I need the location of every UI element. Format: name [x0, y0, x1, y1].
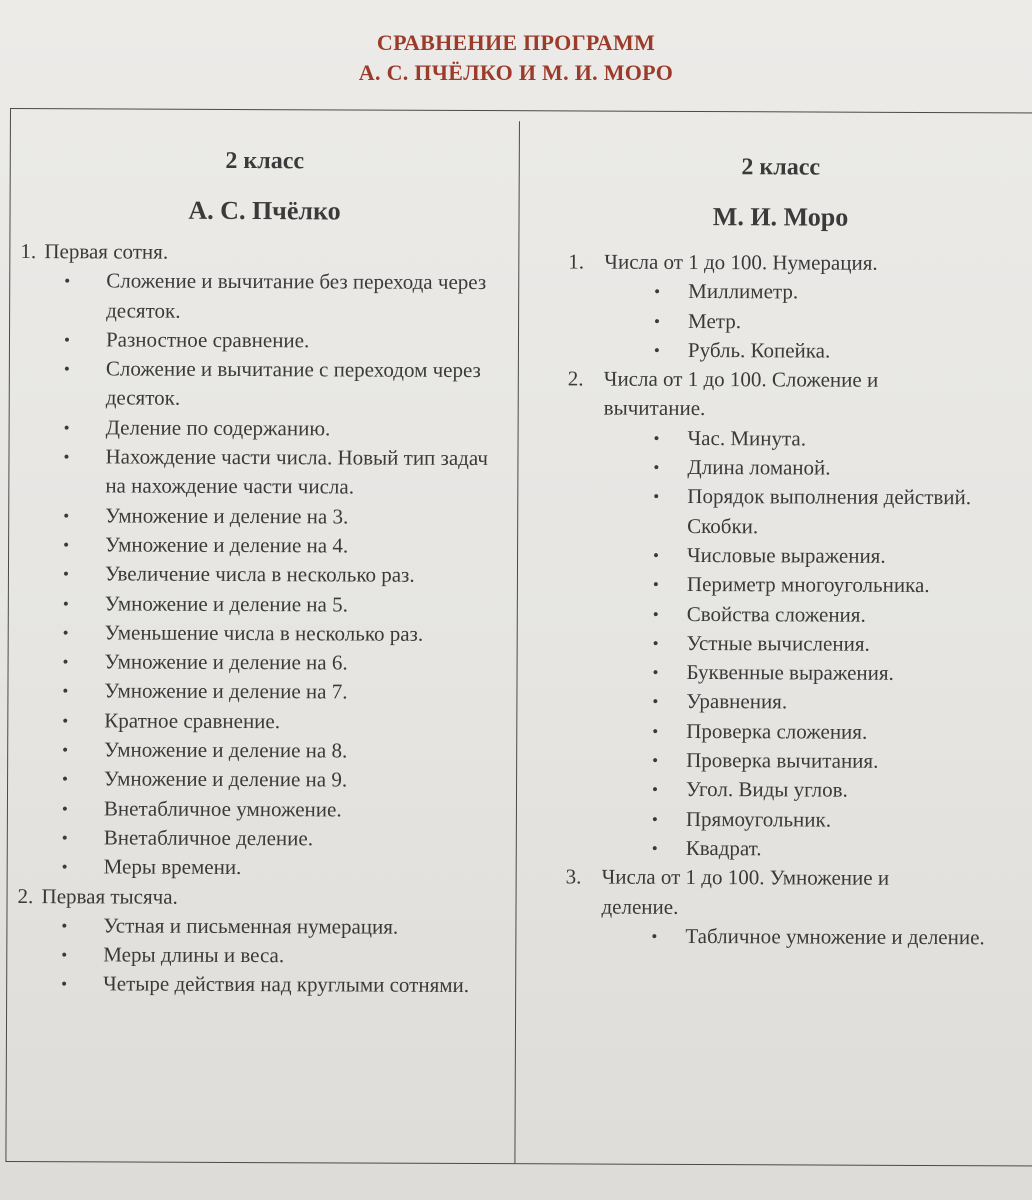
right-grade-heading: 2 класс [741, 154, 821, 181]
list-item [565, 921, 1017, 952]
list-item [20, 266, 492, 327]
section-number: 2. [17, 883, 34, 908]
bullet-icon: • [62, 623, 69, 643]
section-title: Числа от 1 до 100. Сложение и вычитание. [603, 366, 879, 421]
bullet-icon: • [62, 652, 69, 672]
list-item-text: Деление по содержанию. [105, 415, 331, 441]
list-item [18, 706, 490, 737]
section-title: Первая сотня. [44, 239, 169, 264]
list-item [568, 306, 1020, 337]
right-section-3 [565, 863, 1025, 953]
bullet-icon: • [651, 780, 659, 800]
list-item-text: Проверка сложения. [686, 718, 868, 744]
right-section-1 [568, 247, 1029, 366]
title-line-2: А. С. ПЧЁЛКО И М. И. МОРО [358, 60, 674, 85]
list-item-text: Внетабличное деление. [103, 825, 314, 851]
list-item-text: Устные вычисления. [686, 630, 870, 656]
section-heading [17, 882, 507, 913]
bullet-icon: • [63, 359, 70, 379]
left-topic-list [17, 237, 510, 1001]
bullet-icon: • [61, 857, 68, 877]
list-item [566, 716, 1018, 747]
bullet-icon: • [62, 740, 69, 760]
bullet-icon: • [654, 311, 661, 331]
list-item [567, 628, 1019, 659]
list-item [568, 423, 1020, 454]
list-item-text: Сложение и вычитание без перехода через десяток. [106, 268, 487, 323]
list-item [566, 745, 1018, 776]
right-author-heading: М. И. Моро [712, 202, 849, 232]
list-item [18, 823, 490, 854]
list-item-text: Миллиметр. [688, 279, 799, 304]
list-item [20, 413, 492, 444]
section-number: 1. [20, 239, 37, 264]
list-item-text: Буквенные выражения. [686, 660, 894, 686]
left-section-2 [17, 882, 508, 1001]
section-number: 1. [568, 249, 585, 274]
list-item [19, 530, 491, 561]
bullet-icon: • [653, 545, 660, 565]
bullet-icon: • [61, 974, 68, 994]
list-item-text: Умножение и деление на 8. [104, 737, 348, 763]
bullet-icon: • [653, 487, 660, 507]
list-item-text: Рубль. Копейка. [687, 337, 831, 363]
bullet-icon: • [652, 604, 659, 624]
list-item [20, 354, 492, 415]
list-item-text: Сложение и вычитание с переходом через десяток. [105, 356, 481, 411]
list-item [17, 911, 489, 942]
comparison-table [5, 108, 1032, 1167]
list-item [19, 647, 491, 678]
list-item-text: Умножение и деление на 7. [104, 678, 348, 704]
section-heading [565, 863, 1025, 924]
list-item [567, 482, 1019, 543]
list-item-text: Меры времени. [103, 854, 242, 880]
list-item-text: Числовые выражения. [687, 542, 886, 568]
list-item [566, 833, 1018, 864]
list-item [20, 325, 492, 356]
list-item [566, 804, 1018, 835]
section-heading [20, 237, 510, 268]
list-item [567, 453, 1019, 484]
left-column [11, 109, 519, 998]
bullet-icon: • [62, 681, 69, 701]
right-column [521, 111, 1032, 950]
bullet-icon: • [64, 271, 71, 291]
bullet-icon: • [61, 828, 68, 848]
bullet-icon: • [651, 809, 658, 829]
bullet-icon: • [62, 593, 69, 613]
bullet-icon: • [653, 457, 660, 477]
bullet-icon: • [61, 798, 68, 818]
list-item-text: Умножение и деление на 6. [104, 649, 348, 675]
left-section-1 [18, 237, 511, 884]
page-title [0, 28, 1032, 88]
title-line-1: СРАВНЕНИЕ ПРОГРАММ [376, 30, 656, 55]
left-author-heading: А. С. Пчёлко [188, 195, 341, 226]
list-item-text: Умножение и деление на 5. [104, 590, 348, 617]
list-item [567, 540, 1019, 571]
list-item-text: Умножение и деление на 9. [104, 766, 348, 792]
bullet-icon: • [62, 769, 69, 789]
list-item-text: Табличное умножение и деление. [685, 923, 985, 950]
list-item-text: Уменьшение числа в несколько раз. [104, 620, 424, 646]
section-title: Числа от 1 до 100. Нумерация. [604, 249, 878, 275]
list-item-text: Разностное сравнение. [105, 327, 310, 353]
list-item [566, 687, 1018, 718]
bullet-icon: • [652, 633, 659, 653]
right-topic-list [565, 247, 1028, 952]
list-item [18, 676, 490, 707]
list-item [567, 599, 1019, 630]
bullet-icon: • [63, 535, 70, 555]
list-item [17, 969, 489, 1000]
list-item-text: Кратное сравнение. [104, 708, 281, 733]
list-item-text: Прямоугольник. [685, 806, 832, 832]
list-item [566, 775, 1018, 806]
bullet-icon: • [653, 340, 660, 360]
list-item [568, 277, 1020, 308]
list-item [18, 794, 490, 825]
bullet-icon: • [62, 564, 69, 584]
section-heading [568, 365, 1028, 426]
list-item-text: Четыре действия над круглыми сотнями. [103, 971, 470, 998]
column-divider [514, 121, 520, 1163]
list-item-text: Квадрат. [685, 835, 762, 861]
list-item [19, 501, 491, 532]
list-item-text: Умножение и деление на 3. [105, 503, 349, 529]
bullet-icon: • [63, 330, 70, 350]
list-item [18, 852, 490, 883]
list-item-text: Нахождение части числа. Новый тип задач на нахождение части числа. [105, 444, 488, 499]
list-item-text: Увеличение числа в несколько раз. [104, 561, 415, 588]
bullet-icon: • [651, 926, 658, 946]
section-number: 3. [565, 864, 582, 889]
list-item-text: Порядок выполнения действий. Скобки. [687, 484, 972, 538]
list-item-text: Внетабличное умножение. [103, 796, 342, 822]
bullet-icon: • [652, 662, 659, 682]
list-item-text: Уравнения. [686, 689, 788, 714]
list-item [566, 658, 1018, 689]
section-title: Первая тысяча. [41, 883, 178, 909]
left-grade-heading: 2 класс [225, 147, 305, 175]
bullet-icon: • [63, 447, 70, 467]
list-item [19, 442, 491, 503]
bullet-icon: • [652, 575, 659, 595]
section-number: 2. [567, 366, 584, 391]
bullet-icon: • [63, 505, 70, 525]
list-item-text: Умножение и деление на 4. [105, 532, 349, 558]
bullet-icon: • [652, 721, 659, 741]
right-section-2 [566, 365, 1028, 865]
list-item [17, 940, 489, 971]
list-item-text: Свойства сложения. [686, 601, 866, 627]
list-item [18, 735, 490, 766]
bullet-icon: • [651, 838, 658, 858]
section-title: Числа от 1 до 100. Умножение и деление. [601, 864, 890, 919]
bullet-icon: • [653, 428, 660, 448]
list-item [567, 570, 1019, 601]
bullet-icon: • [63, 418, 70, 438]
list-item [19, 618, 491, 649]
list-item-text: Метр. [688, 308, 742, 333]
bullet-icon: • [62, 710, 69, 731]
section-heading [568, 247, 1028, 278]
list-item [18, 764, 490, 795]
bullet-icon: • [652, 692, 659, 712]
bullet-icon: • [61, 945, 68, 965]
list-item-text: Час. Минута. [687, 425, 807, 451]
bullet-icon: • [654, 282, 661, 302]
list-item-text: Устная и письменная нумерация. [103, 913, 399, 939]
list-item [19, 559, 491, 590]
list-item-text: Длина ломаной. [687, 455, 831, 480]
list-item-text: Угол. Виды углов. [685, 777, 848, 803]
list-item [19, 589, 491, 620]
list-item-text: Периметр многоугольника. [686, 572, 930, 598]
list-item [568, 335, 1020, 366]
list-item-text: Проверка вычитания. [686, 748, 879, 773]
list-item-text: Меры длины и веса. [103, 942, 285, 968]
bullet-icon: • [652, 750, 659, 770]
bullet-icon: • [61, 916, 68, 936]
